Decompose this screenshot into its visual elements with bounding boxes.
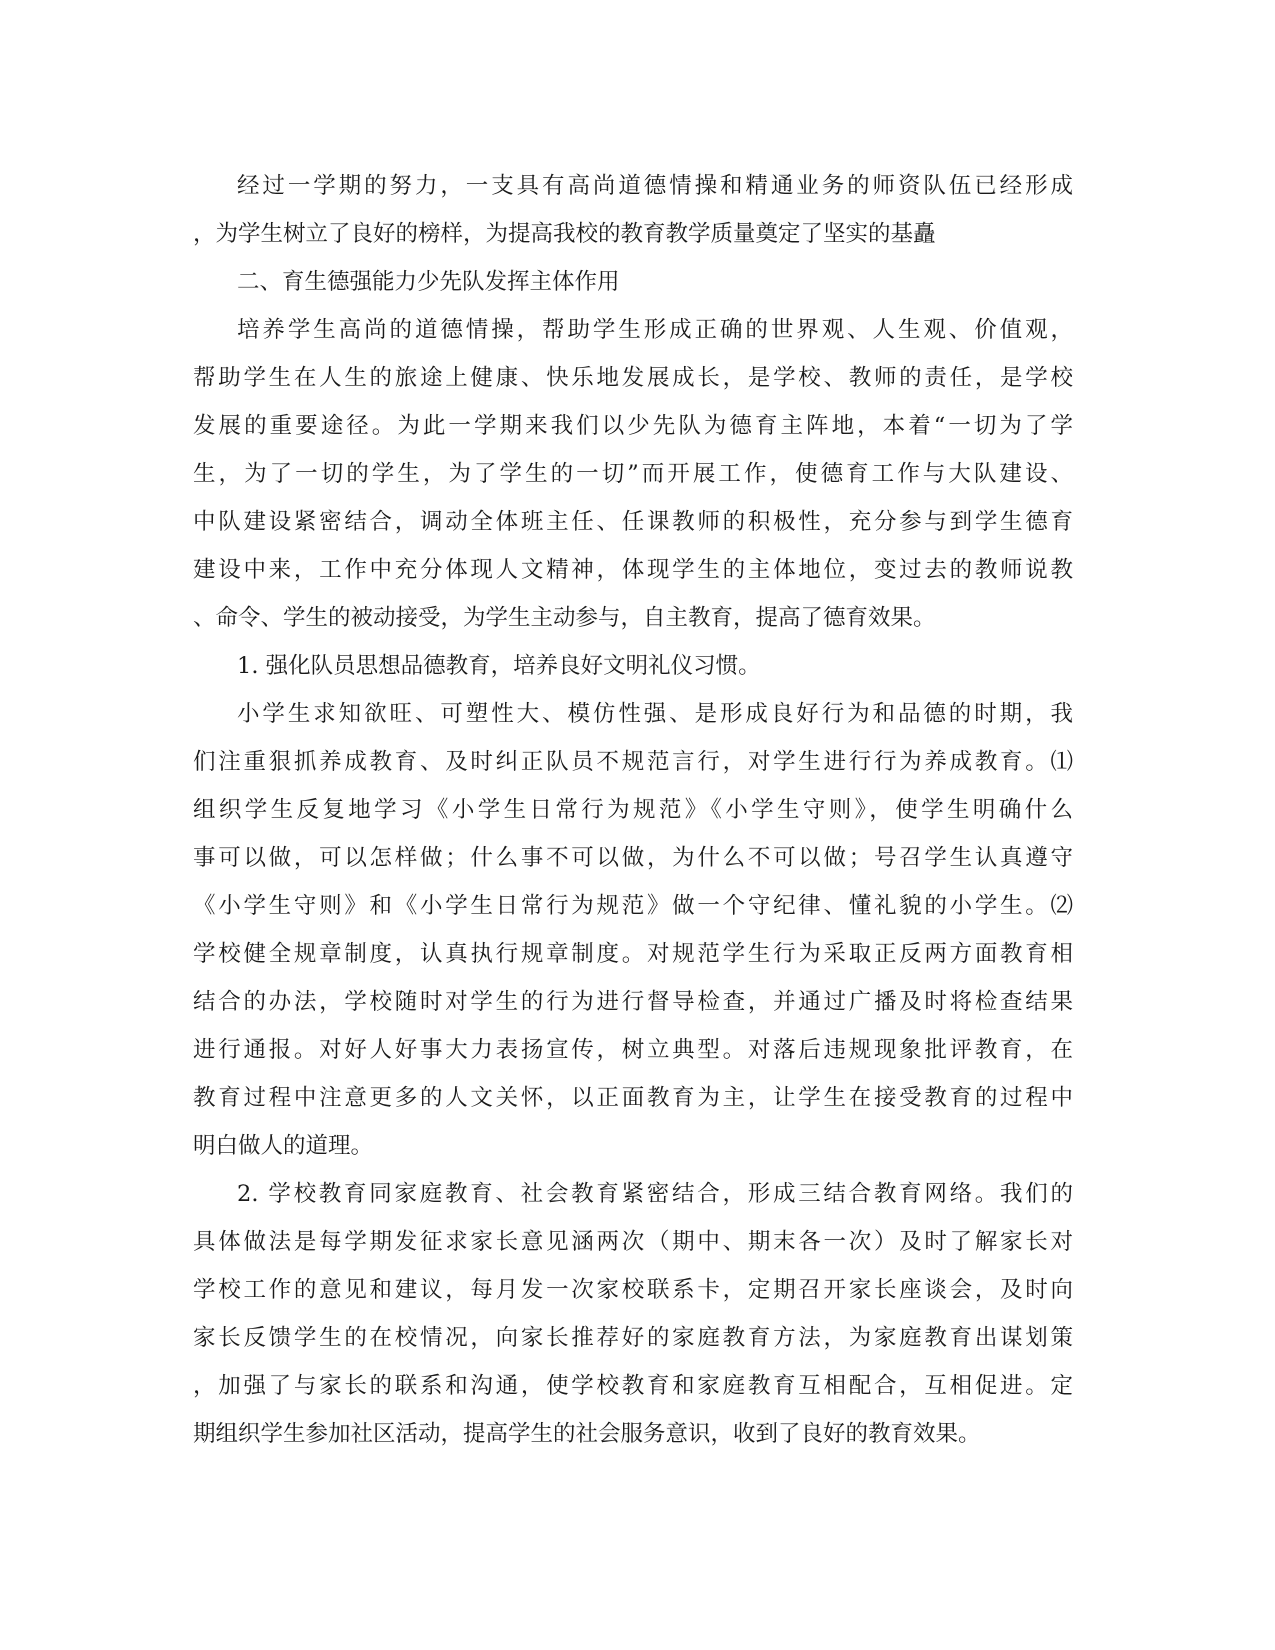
text-line: 《小学生守则》和《小学生日常行为规范》做一个守纪律、懂礼貌的小学生。⑵ bbox=[193, 893, 1073, 919]
text-line: 明白做人的道理。 bbox=[193, 1133, 374, 1159]
text-line: 学校健全规章制度，认真执行规章制度。对规范学生行为采取正反两方面教育相 bbox=[193, 941, 1073, 967]
text-line: 培养学生高尚的道德情操，帮助学生形成正确的世界观、人生观、价值观， bbox=[237, 317, 1073, 343]
text-line: 学校工作的意见和建议，每月发一次家校联系卡，定期召开家长座谈会，及时向 bbox=[193, 1277, 1073, 1303]
text-line: 、命令、学生的被动接受，为学生主动参与，自主教育，提高了德育效果。 bbox=[193, 605, 936, 631]
text-line: 们注重狠抓养成教育、及时纠正队员不规范言行，对学生进行行为养成教育。⑴ bbox=[193, 749, 1073, 775]
text-line: 经过一学期的努力，一支具有高尚道德情操和精通业务的师资队伍已经形成 bbox=[237, 173, 1073, 199]
text-line: 生，为了一切的学生，为了学生的一切”而开展工作，使德育工作与大队建设、 bbox=[193, 461, 1073, 487]
text-line: 帮助学生在人生的旅途上健康、快乐地发展成长，是学校、教师的责任，是学校 bbox=[193, 365, 1073, 391]
text-line: 期组织学生参加社区活动，提高学生的社会服务意识，收到了良好的教育效果。 bbox=[193, 1421, 981, 1447]
text-line: 2. 学校教育同家庭教育、社会教育紧密结合，形成三结合教育网络。我们的 bbox=[237, 1181, 1073, 1207]
text-line: 具体做法是每学期发征求家长意见涵两次（期中、期末各一次）及时了解家长对 bbox=[193, 1229, 1073, 1255]
text-line: 进行通报。对好人好事大力表扬宣传，树立典型。对落后违规现象批评教育，在 bbox=[193, 1037, 1073, 1063]
text-line: 发展的重要途径。为此一学期来我们以少先队为德育主阵地，本着“一切为了学 bbox=[193, 413, 1073, 439]
heading-text: 1. 强化队员思想品德教育，培养良好文明礼仪习惯。 bbox=[237, 653, 761, 679]
paragraph-behavior-education bbox=[193, 690, 1073, 1170]
text-line: 中队建设紧密结合，调动全体班主任、任课教师的积极性，充分参与到学生德育 bbox=[193, 509, 1073, 535]
text-line: 建设中来，工作中充分体现人文精神，体现学生的主体地位，变过去的教师说教 bbox=[193, 557, 1073, 583]
subheading-ideological-education bbox=[193, 642, 1073, 690]
section-heading-moral-education bbox=[193, 258, 1073, 306]
paragraph-teaching-staff bbox=[193, 162, 1073, 258]
paragraph-moral-education bbox=[193, 306, 1073, 642]
document-body bbox=[193, 162, 1073, 1458]
text-line: ，加强了与家长的联系和沟通，使学校教育和家庭教育互相配合，互相促进。定 bbox=[193, 1373, 1073, 1399]
text-line: 结合的办法，学校随时对学生的行为进行督导检查，并通过广播及时将检查结果 bbox=[193, 989, 1073, 1015]
text-line: 教育过程中注意更多的人文关怀，以正面教育为主，让学生在接受教育的过程中 bbox=[193, 1085, 1073, 1111]
text-line: 组织学生反复地学习《小学生日常行为规范》《小学生守则》，使学生明确什么 bbox=[193, 797, 1073, 823]
text-line: 家长反馈学生的在校情况，向家长推荐好的家庭教育方法，为家庭教育出谋划策 bbox=[193, 1325, 1073, 1351]
text-line: 小学生求知欲旺、可塑性大、模仿性强、是形成良好行为和品德的时期，我 bbox=[237, 701, 1073, 727]
heading-text: 二、育生德强能力少先队发挥主体作用 bbox=[237, 269, 620, 295]
text-line: 事可以做，可以怎样做；什么事不可以做，为什么不可以做；号召学生认真遵守 bbox=[193, 845, 1073, 871]
text-line: ，为学生树立了良好的榜样，为提高我校的教育教学质量奠定了坚实的基矗 bbox=[193, 221, 936, 247]
paragraph-home-school-cooperation bbox=[193, 1170, 1073, 1458]
